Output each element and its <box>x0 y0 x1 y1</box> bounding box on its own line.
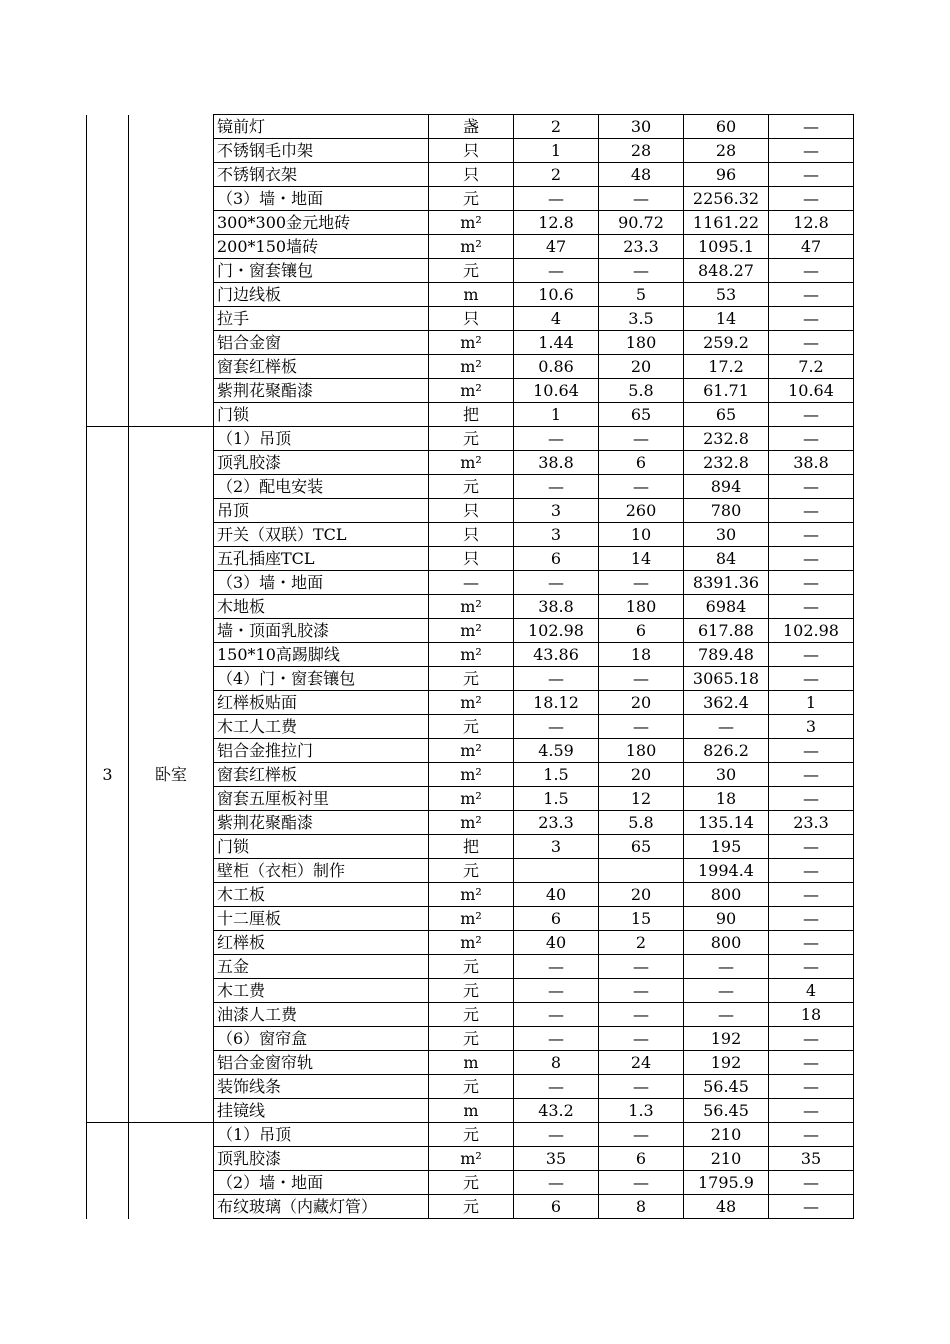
unit-cell: 元 <box>429 1003 514 1027</box>
unit-price-cell: 20 <box>599 355 684 379</box>
quantity-cell: 4 <box>514 307 599 331</box>
unit-cell: 只 <box>429 499 514 523</box>
amount-cell: 362.4 <box>684 691 769 715</box>
amount-cell: 232.8 <box>684 451 769 475</box>
amount-cell: 826.2 <box>684 739 769 763</box>
item-name-cell: 不锈钢衣架 <box>214 163 429 187</box>
remark-cell: — <box>769 955 854 979</box>
amount-cell: 61.71 <box>684 379 769 403</box>
unit-price-cell: 23.3 <box>599 235 684 259</box>
quantity-cell: 6 <box>514 547 599 571</box>
unit-cell: m² <box>429 355 514 379</box>
quantity-cell <box>514 859 599 883</box>
remark-cell: 3 <box>769 715 854 739</box>
amount-cell: 210 <box>684 1123 769 1147</box>
amount-cell: 210 <box>684 1147 769 1171</box>
unit-cell: 元 <box>429 1195 514 1219</box>
item-name-cell: （2）墙・地面 <box>214 1171 429 1195</box>
quantity-cell: — <box>514 187 599 211</box>
unit-cell: m² <box>429 907 514 931</box>
item-name-cell: 木地板 <box>214 595 429 619</box>
remark-cell: — <box>769 667 854 691</box>
remark-cell: — <box>769 1171 854 1195</box>
item-name-cell: （1）吊顶 <box>214 427 429 451</box>
item-name-cell: 铝合金窗帘轨 <box>214 1051 429 1075</box>
unit-price-cell: — <box>599 1123 684 1147</box>
quantity-cell: 18.12 <box>514 691 599 715</box>
unit-price-cell: 6 <box>599 451 684 475</box>
quantity-cell: 6 <box>514 1195 599 1219</box>
unit-cell: 元 <box>429 475 514 499</box>
unit-price-cell: 8 <box>599 1195 684 1219</box>
item-name-cell: 不锈钢毛巾架 <box>214 139 429 163</box>
quantity-cell: 43.86 <box>514 643 599 667</box>
quantity-cell: 38.8 <box>514 451 599 475</box>
unit-price-cell: 20 <box>599 883 684 907</box>
amount-cell: 18 <box>684 787 769 811</box>
item-number-cell <box>87 1123 129 1219</box>
item-name-cell: 壁柜（衣柜）制作 <box>214 859 429 883</box>
amount-cell: 8391.36 <box>684 571 769 595</box>
item-name-cell: 门・窗套镶包 <box>214 259 429 283</box>
quantity-cell: 3 <box>514 499 599 523</box>
item-name-cell: 紫荆花聚酯漆 <box>214 811 429 835</box>
amount-cell: — <box>684 979 769 1003</box>
item-name-cell: 顶乳胶漆 <box>214 1147 429 1171</box>
remark-cell: 7.2 <box>769 355 854 379</box>
unit-cell: 元 <box>429 979 514 1003</box>
remark-cell: — <box>769 859 854 883</box>
quantity-cell: — <box>514 259 599 283</box>
quantity-cell: 4.59 <box>514 739 599 763</box>
amount-cell: — <box>684 715 769 739</box>
remark-cell: — <box>769 1075 854 1099</box>
remark-cell: 10.64 <box>769 379 854 403</box>
amount-cell: 800 <box>684 931 769 955</box>
unit-cell: m <box>429 1099 514 1123</box>
amount-cell: 1994.4 <box>684 859 769 883</box>
unit-cell: m² <box>429 811 514 835</box>
amount-cell: 192 <box>684 1027 769 1051</box>
item-name-cell: 装饰线条 <box>214 1075 429 1099</box>
unit-price-cell <box>599 859 684 883</box>
unit-cell: 把 <box>429 403 514 427</box>
unit-cell: m² <box>429 763 514 787</box>
unit-cell: 把 <box>429 835 514 859</box>
table-row <box>87 1123 854 1147</box>
item-name-cell: 挂镜线 <box>214 1099 429 1123</box>
unit-cell: 元 <box>429 955 514 979</box>
item-name-cell: 镜前灯 <box>214 115 429 139</box>
amount-cell: 195 <box>684 835 769 859</box>
quantity-cell: 38.8 <box>514 595 599 619</box>
item-name-cell: 木工板 <box>214 883 429 907</box>
unit-price-cell: 90.72 <box>599 211 684 235</box>
remark-cell: — <box>769 547 854 571</box>
item-name-cell: 木工人工费 <box>214 715 429 739</box>
amount-cell: 894 <box>684 475 769 499</box>
unit-price-cell: — <box>599 715 684 739</box>
remark-cell: — <box>769 187 854 211</box>
unit-cell: — <box>429 571 514 595</box>
unit-price-cell: 18 <box>599 643 684 667</box>
amount-cell: 53 <box>684 283 769 307</box>
item-name-cell: 墙・顶面乳胶漆 <box>214 619 429 643</box>
remark-cell: — <box>769 523 854 547</box>
quantity-cell: 10.64 <box>514 379 599 403</box>
quantity-cell: — <box>514 427 599 451</box>
item-name-cell: 铝合金窗 <box>214 331 429 355</box>
unit-price-cell: — <box>599 571 684 595</box>
amount-cell: 48 <box>684 1195 769 1219</box>
item-name-cell: 窗套五厘板衬里 <box>214 787 429 811</box>
item-name-cell: 油漆人工费 <box>214 1003 429 1027</box>
remark-cell: — <box>769 1195 854 1219</box>
amount-cell: 17.2 <box>684 355 769 379</box>
amount-cell: 617.88 <box>684 619 769 643</box>
quantity-cell: 1.5 <box>514 787 599 811</box>
amount-cell: 259.2 <box>684 331 769 355</box>
unit-price-cell: — <box>599 979 684 1003</box>
unit-cell: 元 <box>429 1123 514 1147</box>
unit-price-cell: 20 <box>599 691 684 715</box>
unit-price-cell: 2 <box>599 931 684 955</box>
unit-cell: m² <box>429 211 514 235</box>
unit-cell: 元 <box>429 187 514 211</box>
remark-cell: 12.8 <box>769 211 854 235</box>
table-row <box>87 115 854 139</box>
quantity-cell: 43.2 <box>514 1099 599 1123</box>
unit-cell: 元 <box>429 1171 514 1195</box>
quantity-cell: 3 <box>514 835 599 859</box>
remark-cell: — <box>769 115 854 139</box>
item-name-cell: 150*10高踢脚线 <box>214 643 429 667</box>
quantity-cell: 23.3 <box>514 811 599 835</box>
item-name-cell: 开关（双联）TCL <box>214 523 429 547</box>
unit-cell: 元 <box>429 1075 514 1099</box>
amount-cell: 56.45 <box>684 1099 769 1123</box>
amount-cell: 789.48 <box>684 643 769 667</box>
unit-cell: 元 <box>429 715 514 739</box>
remark-cell: — <box>769 835 854 859</box>
amount-cell: — <box>684 1003 769 1027</box>
unit-cell: m² <box>429 931 514 955</box>
unit-cell: 元 <box>429 859 514 883</box>
amount-cell: — <box>684 955 769 979</box>
quantity-cell: — <box>514 979 599 1003</box>
item-name-cell: 五金 <box>214 955 429 979</box>
unit-price-cell: 6 <box>599 619 684 643</box>
item-name-cell: （4）门・窗套镶包 <box>214 667 429 691</box>
amount-cell: 1161.22 <box>684 211 769 235</box>
unit-cell: m² <box>429 691 514 715</box>
quantity-cell: — <box>514 1003 599 1027</box>
quantity-cell: — <box>514 475 599 499</box>
unit-price-cell: 180 <box>599 331 684 355</box>
amount-cell: 28 <box>684 139 769 163</box>
quantity-cell: 1.44 <box>514 331 599 355</box>
item-name-cell: 门锁 <box>214 835 429 859</box>
remark-cell: 35 <box>769 1147 854 1171</box>
remark-cell: — <box>769 883 854 907</box>
amount-cell: 2256.32 <box>684 187 769 211</box>
item-name-cell: （3）墙・地面 <box>214 187 429 211</box>
amount-cell: 780 <box>684 499 769 523</box>
item-name-cell: 200*150墙砖 <box>214 235 429 259</box>
quantity-cell: 102.98 <box>514 619 599 643</box>
unit-cell: m <box>429 283 514 307</box>
amount-cell: 84 <box>684 547 769 571</box>
amount-cell: 848.27 <box>684 259 769 283</box>
quantity-cell: — <box>514 1171 599 1195</box>
item-number-cell <box>87 115 129 427</box>
unit-cell: m² <box>429 787 514 811</box>
unit-cell: 只 <box>429 139 514 163</box>
item-name-cell: 铝合金推拉门 <box>214 739 429 763</box>
unit-price-cell: 1.3 <box>599 1099 684 1123</box>
unit-cell: m² <box>429 643 514 667</box>
room-cell <box>129 115 214 427</box>
remark-cell: — <box>769 1123 854 1147</box>
amount-cell: 800 <box>684 883 769 907</box>
quantity-cell: — <box>514 667 599 691</box>
unit-price-cell: 65 <box>599 403 684 427</box>
unit-cell: m² <box>429 451 514 475</box>
item-name-cell: 布纹玻璃（内藏灯管） <box>214 1195 429 1219</box>
amount-cell: 232.8 <box>684 427 769 451</box>
unit-cell: m² <box>429 331 514 355</box>
item-number-cell: 3 <box>87 427 129 1123</box>
quantity-cell: 2 <box>514 163 599 187</box>
unit-price-cell: 20 <box>599 763 684 787</box>
amount-cell: 30 <box>684 523 769 547</box>
unit-price-cell: — <box>599 427 684 451</box>
remark-cell: 4 <box>769 979 854 1003</box>
unit-price-cell: 5 <box>599 283 684 307</box>
remark-cell: 18 <box>769 1003 854 1027</box>
unit-cell: 元 <box>429 427 514 451</box>
unit-price-cell: 14 <box>599 547 684 571</box>
quantity-cell: — <box>514 1123 599 1147</box>
item-name-cell: 木工费 <box>214 979 429 1003</box>
unit-price-cell: 65 <box>599 835 684 859</box>
unit-price-cell: 28 <box>599 139 684 163</box>
item-name-cell: （2）配电安装 <box>214 475 429 499</box>
remark-cell: — <box>769 931 854 955</box>
remark-cell: — <box>769 283 854 307</box>
amount-cell: 30 <box>684 763 769 787</box>
unit-cell: 只 <box>429 163 514 187</box>
quantity-cell: — <box>514 571 599 595</box>
unit-price-cell: — <box>599 1075 684 1099</box>
unit-price-cell: — <box>599 187 684 211</box>
quantity-cell: 47 <box>514 235 599 259</box>
remark-cell: — <box>769 1027 854 1051</box>
remark-cell: — <box>769 475 854 499</box>
remark-cell: — <box>769 1099 854 1123</box>
unit-price-cell: 24 <box>599 1051 684 1075</box>
table-row <box>87 427 854 451</box>
quantity-cell: 1 <box>514 139 599 163</box>
unit-price-cell: 10 <box>599 523 684 547</box>
estimate-table <box>86 114 854 1219</box>
item-name-cell: 拉手 <box>214 307 429 331</box>
item-name-cell: 300*300金元地砖 <box>214 211 429 235</box>
unit-cell: m² <box>429 619 514 643</box>
amount-cell: 60 <box>684 115 769 139</box>
remark-cell: — <box>769 907 854 931</box>
quantity-cell: 1 <box>514 403 599 427</box>
unit-cell: 只 <box>429 307 514 331</box>
unit-cell: m² <box>429 235 514 259</box>
remark-cell: 1 <box>769 691 854 715</box>
unit-price-cell: — <box>599 667 684 691</box>
room-cell: 卧室 <box>129 427 214 1123</box>
remark-cell: — <box>769 331 854 355</box>
unit-price-cell: 12 <box>599 787 684 811</box>
amount-cell: 1795.9 <box>684 1171 769 1195</box>
unit-price-cell: 30 <box>599 115 684 139</box>
quantity-cell: 40 <box>514 883 599 907</box>
unit-price-cell: — <box>599 1003 684 1027</box>
remark-cell: — <box>769 787 854 811</box>
remark-cell: — <box>769 259 854 283</box>
remark-cell: 102.98 <box>769 619 854 643</box>
remark-cell: 47 <box>769 235 854 259</box>
amount-cell: 1095.1 <box>684 235 769 259</box>
remark-cell: — <box>769 595 854 619</box>
quantity-cell: 40 <box>514 931 599 955</box>
item-name-cell: 紫荆花聚酯漆 <box>214 379 429 403</box>
remark-cell: — <box>769 307 854 331</box>
item-name-cell: （3）墙・地面 <box>214 571 429 595</box>
unit-price-cell: 180 <box>599 739 684 763</box>
unit-price-cell: — <box>599 1027 684 1051</box>
quantity-cell: 0.86 <box>514 355 599 379</box>
quantity-cell: 6 <box>514 907 599 931</box>
quantity-cell: 10.6 <box>514 283 599 307</box>
remark-cell: — <box>769 643 854 667</box>
unit-price-cell: — <box>599 475 684 499</box>
unit-price-cell: 15 <box>599 907 684 931</box>
unit-cell: 元 <box>429 667 514 691</box>
unit-cell: 只 <box>429 547 514 571</box>
item-name-cell: 门边线板 <box>214 283 429 307</box>
unit-cell: 盏 <box>429 115 514 139</box>
unit-price-cell: 3.5 <box>599 307 684 331</box>
remark-cell: — <box>769 403 854 427</box>
item-name-cell: 顶乳胶漆 <box>214 451 429 475</box>
quantity-cell: — <box>514 955 599 979</box>
item-name-cell: 红榉板贴面 <box>214 691 429 715</box>
remark-cell: — <box>769 427 854 451</box>
unit-cell: m² <box>429 1147 514 1171</box>
item-name-cell: 红榉板 <box>214 931 429 955</box>
amount-cell: 96 <box>684 163 769 187</box>
remark-cell: — <box>769 139 854 163</box>
item-name-cell: 五孔插座TCL <box>214 547 429 571</box>
quantity-cell: 2 <box>514 115 599 139</box>
remark-cell: — <box>769 763 854 787</box>
amount-cell: 3065.18 <box>684 667 769 691</box>
unit-price-cell: 260 <box>599 499 684 523</box>
remark-cell: — <box>769 571 854 595</box>
quantity-cell: — <box>514 1027 599 1051</box>
remark-cell: 38.8 <box>769 451 854 475</box>
quantity-cell: — <box>514 715 599 739</box>
item-name-cell: （6）窗帘盒 <box>214 1027 429 1051</box>
item-name-cell: 十二厘板 <box>214 907 429 931</box>
remark-cell: — <box>769 499 854 523</box>
item-name-cell: 门锁 <box>214 403 429 427</box>
quantity-cell: 35 <box>514 1147 599 1171</box>
unit-cell: m² <box>429 739 514 763</box>
unit-cell: 元 <box>429 259 514 283</box>
unit-price-cell: 5.8 <box>599 811 684 835</box>
amount-cell: 90 <box>684 907 769 931</box>
remark-cell: — <box>769 1051 854 1075</box>
quantity-cell: 1.5 <box>514 763 599 787</box>
quantity-cell: 3 <box>514 523 599 547</box>
remark-cell: 23.3 <box>769 811 854 835</box>
amount-cell: 14 <box>684 307 769 331</box>
amount-cell: 65 <box>684 403 769 427</box>
item-name-cell: 窗套红榉板 <box>214 355 429 379</box>
quantity-cell: 8 <box>514 1051 599 1075</box>
unit-price-cell: 6 <box>599 1147 684 1171</box>
room-cell <box>129 1123 214 1219</box>
amount-cell: 135.14 <box>684 811 769 835</box>
amount-cell: 192 <box>684 1051 769 1075</box>
unit-price-cell: — <box>599 259 684 283</box>
unit-price-cell: 5.8 <box>599 379 684 403</box>
item-name-cell: （1）吊顶 <box>214 1123 429 1147</box>
unit-cell: m² <box>429 883 514 907</box>
unit-cell: 元 <box>429 1027 514 1051</box>
unit-cell: m <box>429 1051 514 1075</box>
remark-cell: — <box>769 739 854 763</box>
unit-cell: m² <box>429 595 514 619</box>
amount-cell: 6984 <box>684 595 769 619</box>
amount-cell: 56.45 <box>684 1075 769 1099</box>
unit-price-cell: 48 <box>599 163 684 187</box>
item-name-cell: 吊顶 <box>214 499 429 523</box>
quantity-cell: 12.8 <box>514 211 599 235</box>
quantity-cell: — <box>514 1075 599 1099</box>
unit-price-cell: — <box>599 955 684 979</box>
unit-cell: m² <box>429 379 514 403</box>
unit-cell: 只 <box>429 523 514 547</box>
unit-price-cell: 180 <box>599 595 684 619</box>
unit-price-cell: — <box>599 1171 684 1195</box>
remark-cell: — <box>769 163 854 187</box>
item-name-cell: 窗套红榉板 <box>214 763 429 787</box>
